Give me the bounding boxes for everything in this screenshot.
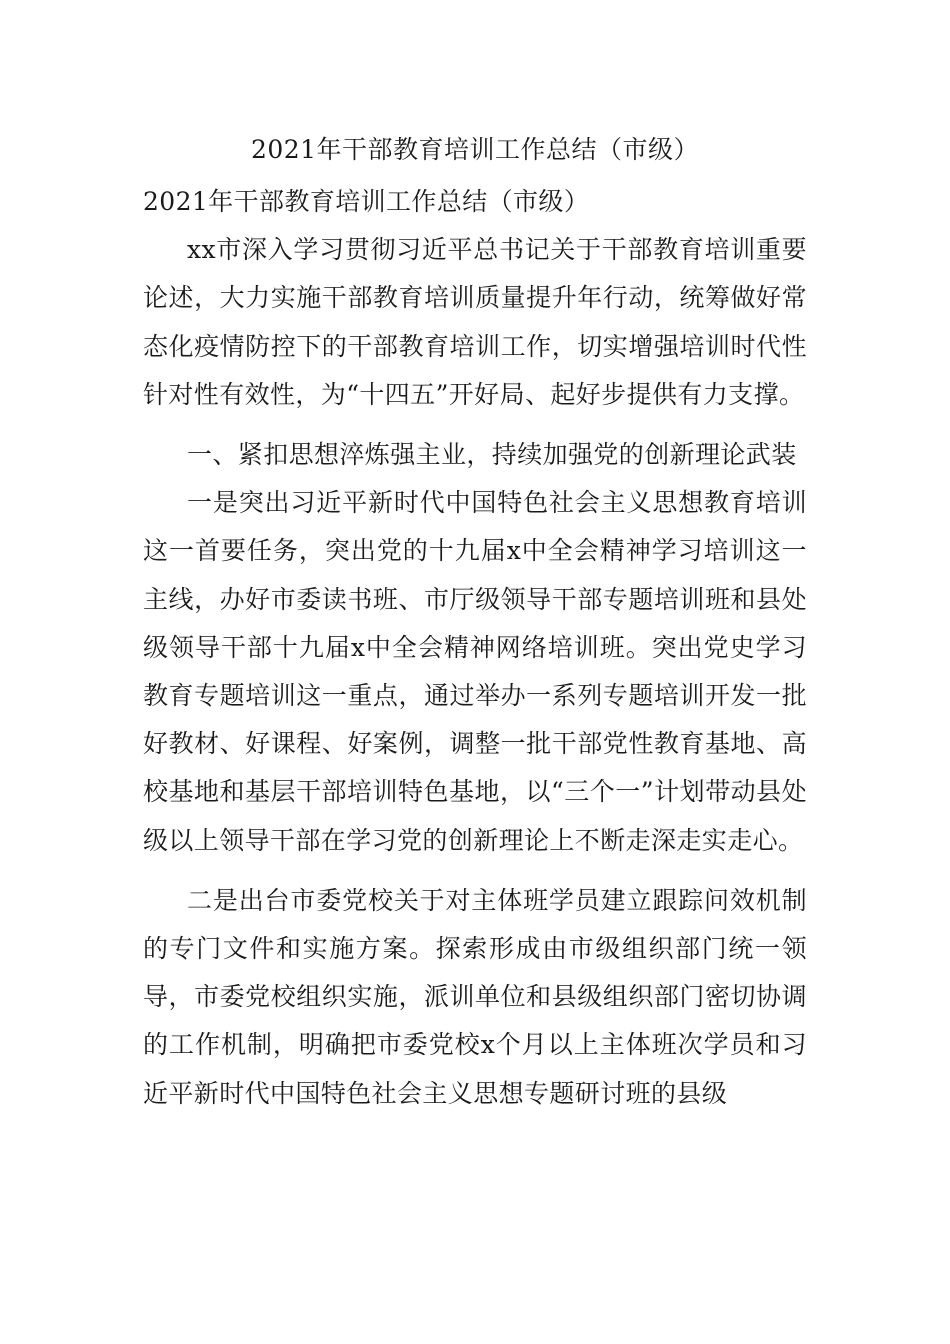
paragraph-intro: xx市深入学习贯彻习近平总书记关于干部教育培训重要论述，大力实施干部教育培训质量提升年行动，统筹做好常态化疫情防控下的干部教育培训工作，切实增强培训时代性针对性有效性，为“十四五”开好局、起好步提供有力支撑。 bbox=[143, 235, 807, 409]
document-body bbox=[143, 178, 807, 1118]
document-title: 2021年干部教育培训工作总结（市级） bbox=[250, 135, 700, 164]
document-subtitle: 2021年干部教育培训工作总结（市级） bbox=[143, 187, 590, 216]
paragraph-item-2: 二是出台市委党校关于对主体班学员建立跟踪问效机制的专门文件和实施方案。探索形成由市级组织部门统一领导，市委党校组织实施，派训单位和县级组织部门密切协调的工作机制，明确把市委党校x个月以上主体班次学员和习近平新时代中国特色社会主义思想专题研讨班的县级 bbox=[143, 885, 807, 1108]
section-heading-1: 一、紧扣思想淬炼强主业，持续加强党的创新理论武装 bbox=[187, 440, 797, 470]
paragraph-item-1: 一是突出习近平新时代中国特色社会主义思想教育培训这一首要任务，突出党的十九届x中全会精神学习培训这一主线，办好市委读书班、市厅级领导干部专题培训班和县处级领导干部十九届x中全会精神网络培训班。突出党史学习教育专题培训这一重点，通过举办一系列专题培训开发一批好教材、好课程、好案例，调整一批干部党性教育基地、高校基地和基层干部培训特色基地，以“三个一”计划带动县处级以上领导干部在学习党的创新理论上不断走深走实走心。 bbox=[143, 488, 807, 855]
